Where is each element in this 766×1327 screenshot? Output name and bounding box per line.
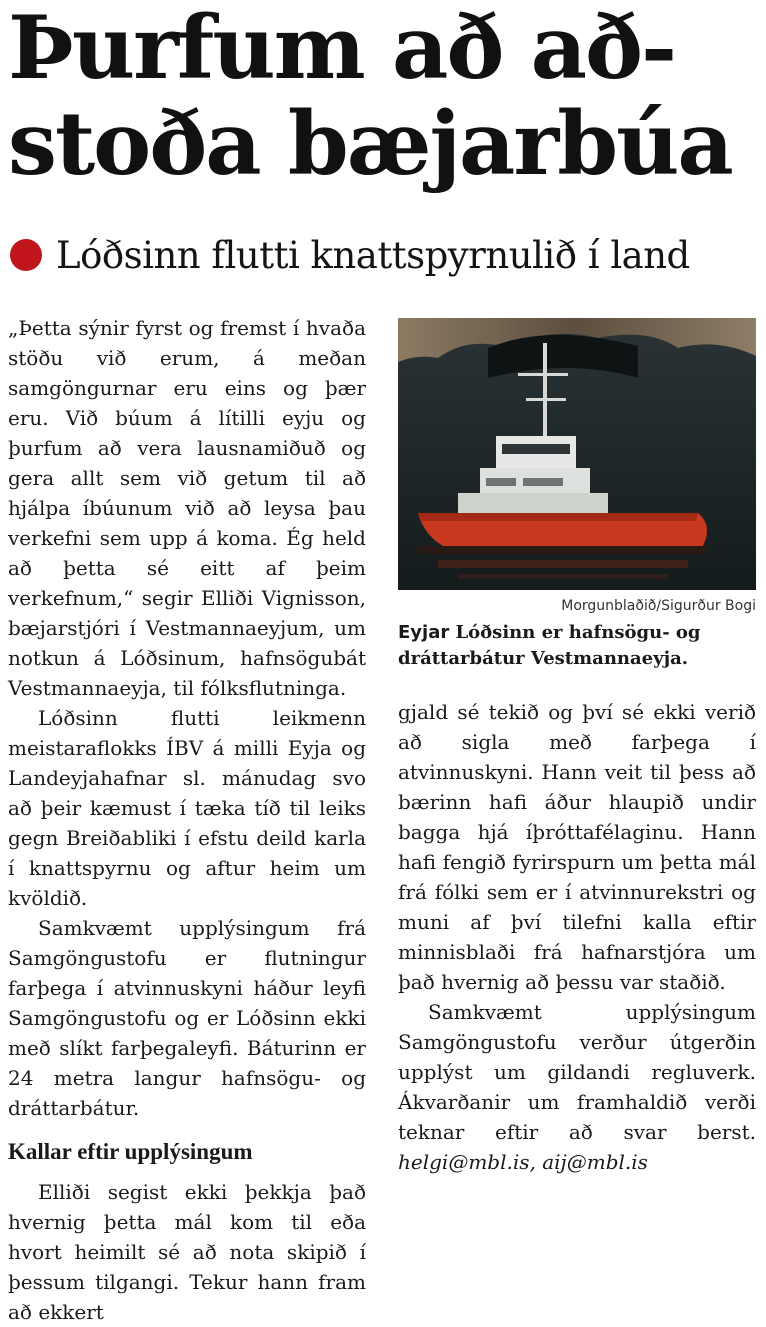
headline	[8, 0, 760, 195]
article-right-column	[398, 697, 756, 1177]
paragraph-3: Samkvæmt upplýsingum frá Samgöngustofu er flutningur farþega í atvinnuskyni háður leyfi Samgöngustofu og er Lóðsinn ekki með slíkt farþegaleyfi. Báturinn er 24 metra langur hafnsögu- og dráttarbátur.	[8, 916, 366, 1120]
paragraph-1: „Þetta sýnir fyrst og fremst í hvaða stöðu við erum, á meðan samgöngurnar eru eins og þær eru. Við búum á lítilli eyju og þurfum að vera lausnamiðuð og gera allt sem við getum til að hjálpa íbúunum við að leysa þau verkefni sem upp á koma. Ég held að þetta sé eitt af þeim verkefnum,“ segir Elliði Vignisson, bæjarstjóri í Vestmannaeyjum, um notkun á Lóðsinum, hafnsögubát Vestmannaeyja, til fólksflutninga.	[8, 316, 366, 700]
paragraph-4: Elliði segist ekki þekkja það hvernig þetta mál kom til eða hvort heimilt sé að nota skipið í þessum tilgangi. Tekur hann fram að ekkert	[8, 1180, 366, 1324]
headline-line-1: Þurfum að að-	[8, 0, 676, 99]
tugboat-illustration	[398, 318, 756, 590]
caption-kicker: Eyjar	[398, 622, 450, 643]
paragraph-5: gjald sé tekið og því sé ekki verið að sigla með farþega í atvinnuskyni. Hann veit til þess að bærinn hafi áður hlaupið undir bagga hjá íþróttafélaginu. Hann hafi fengið fyrirspurn um þetta mál frá fólki sem er í atvinnurekstri og muni af því tilefni kalla eftir minnisblaði frá hafnarstjóra um það hvernig að þessu var staðið.	[398, 700, 756, 994]
section-subtitle: Kallar eftir upplýsingum	[8, 1139, 253, 1164]
paragraph-6	[398, 997, 756, 1177]
author-emails[interactable]: helgi@mbl.is, aij@mbl.is	[398, 1150, 648, 1174]
tugboat-photo	[398, 318, 756, 590]
caption-text: Lóðsinn er hafnsögu- og dráttarbátur Vestmannaeyja.	[398, 622, 701, 669]
subhead-text: Lóðsinn flutti knattspyrnulið í land	[56, 234, 690, 277]
red-bullet-icon	[10, 239, 42, 271]
article-left-column	[8, 313, 366, 1327]
paragraph-2: Lóðsinn flutti leikmenn meistaraflokks ÍBV á milli Eyja og Landeyjahafnar sl. mánudag svo að þeir kæmust í tæka tíð til leiks gegn Breiðabliki í efstu deild karla í knattspyrnu og aftur heim um kvöldið.	[8, 706, 366, 910]
subhead	[10, 230, 750, 282]
headline-line-2: stoða bæjarbúa	[8, 92, 732, 195]
photo-credit: Morgunblaðið/Sigurður Bogi	[561, 598, 756, 614]
paragraph-6-text: Samkvæmt upplýsingum Samgöngustofu verður útgerðin upplýst um gildandi regluverk. Ákvarðanir um framhaldið verði teknar eftir að svar berst.	[398, 1000, 756, 1144]
photo-caption	[398, 620, 756, 672]
